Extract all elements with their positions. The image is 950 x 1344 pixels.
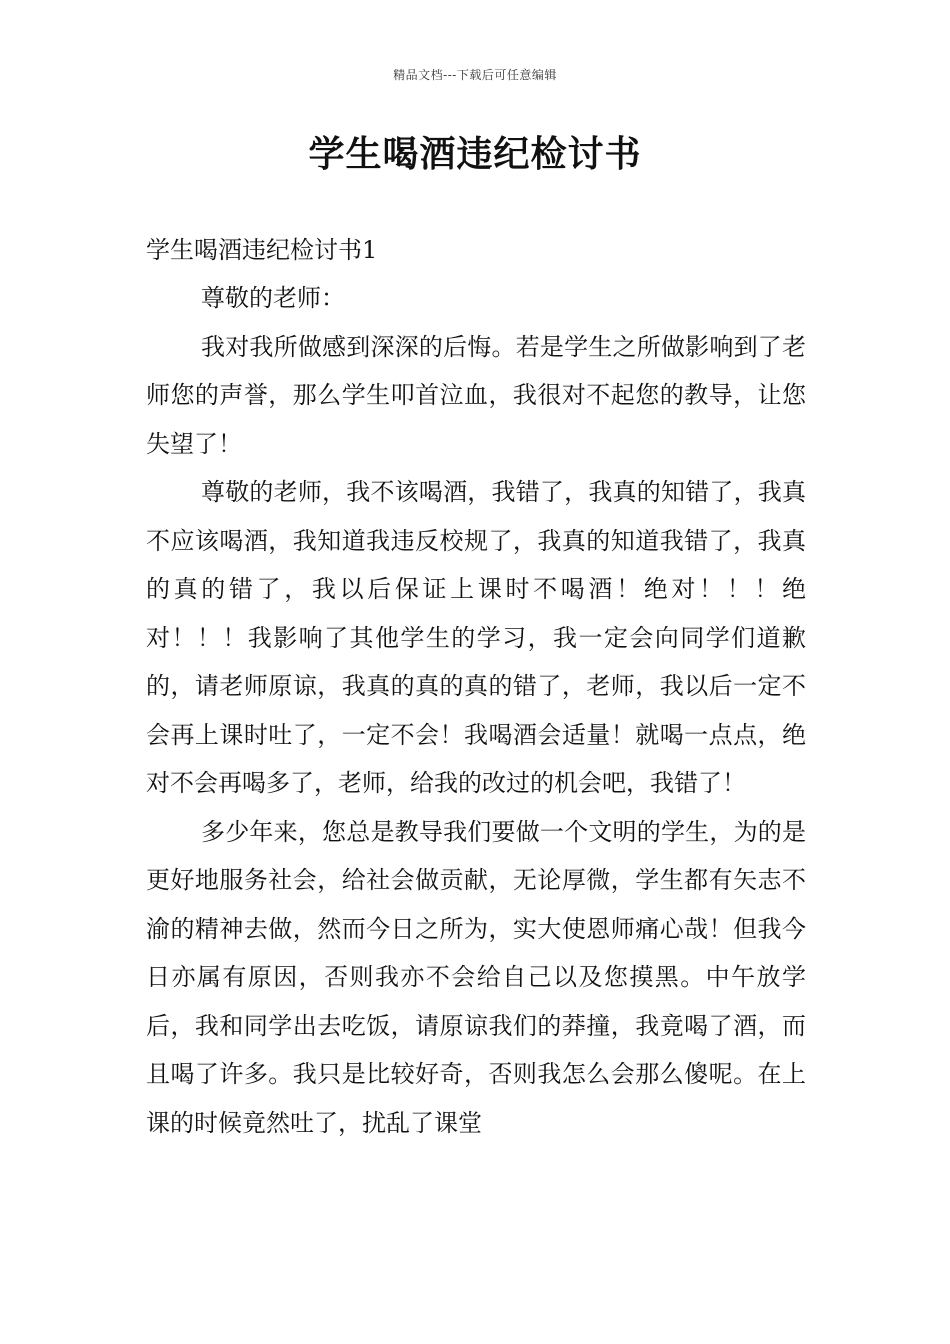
document-title: 学生喝酒违纪检讨书 — [308, 133, 642, 175]
document-body — [146, 226, 806, 1147]
salutation: 尊敬的老师： — [201, 284, 345, 312]
paragraph-1: 我对我所做感到深深的后悔。若是学生之所做影响到了老师您的声誉，那么学生叩首泣血，我很对不起您的教导，让您失望了！ — [146, 332, 806, 458]
paragraph-3: 多少年来，您总是教导我们要做一个文明的学生，为的是更好地服务社会，给社会做贡献，无论厚微，学生都有矢志不渝的精神去做，然而今日之所为，实大使恩师痛心哉！但我今日亦属有原因，否则我亦不会给自己以及您摸黑。中午放学后，我和同学出去吃饭，请原谅我们的莽撞，我竟喝了酒，而且喝了许多。我只是比较好奇，否则我怎么会那么傻呢。在上课的时候竟然吐了，扰乱了课堂 — [146, 817, 806, 1137]
paragraph-2: 尊敬的老师，我不该喝酒，我错了，我真的知错了，我真不应该喝酒，我知道我违反校规了，我真的知道我错了，我真的真的错了，我以后保证上课时不喝酒！绝对！！！绝对！！！我影响了其他学生的学习，我一定会向同学们道歉的，请老师原谅，我真的真的真的错了，老师，我以后一定不会再上课时吐了，一定不会！我喝酒会适量！就喝一点点，绝对不会再喝多了，老师，给我的改过的机会吧，我错了！ — [146, 478, 806, 797]
header-note: 精品文档---下载后可任意编辑 — [393, 68, 557, 82]
section-heading: 学生喝酒违纪检讨书1 — [146, 236, 378, 264]
